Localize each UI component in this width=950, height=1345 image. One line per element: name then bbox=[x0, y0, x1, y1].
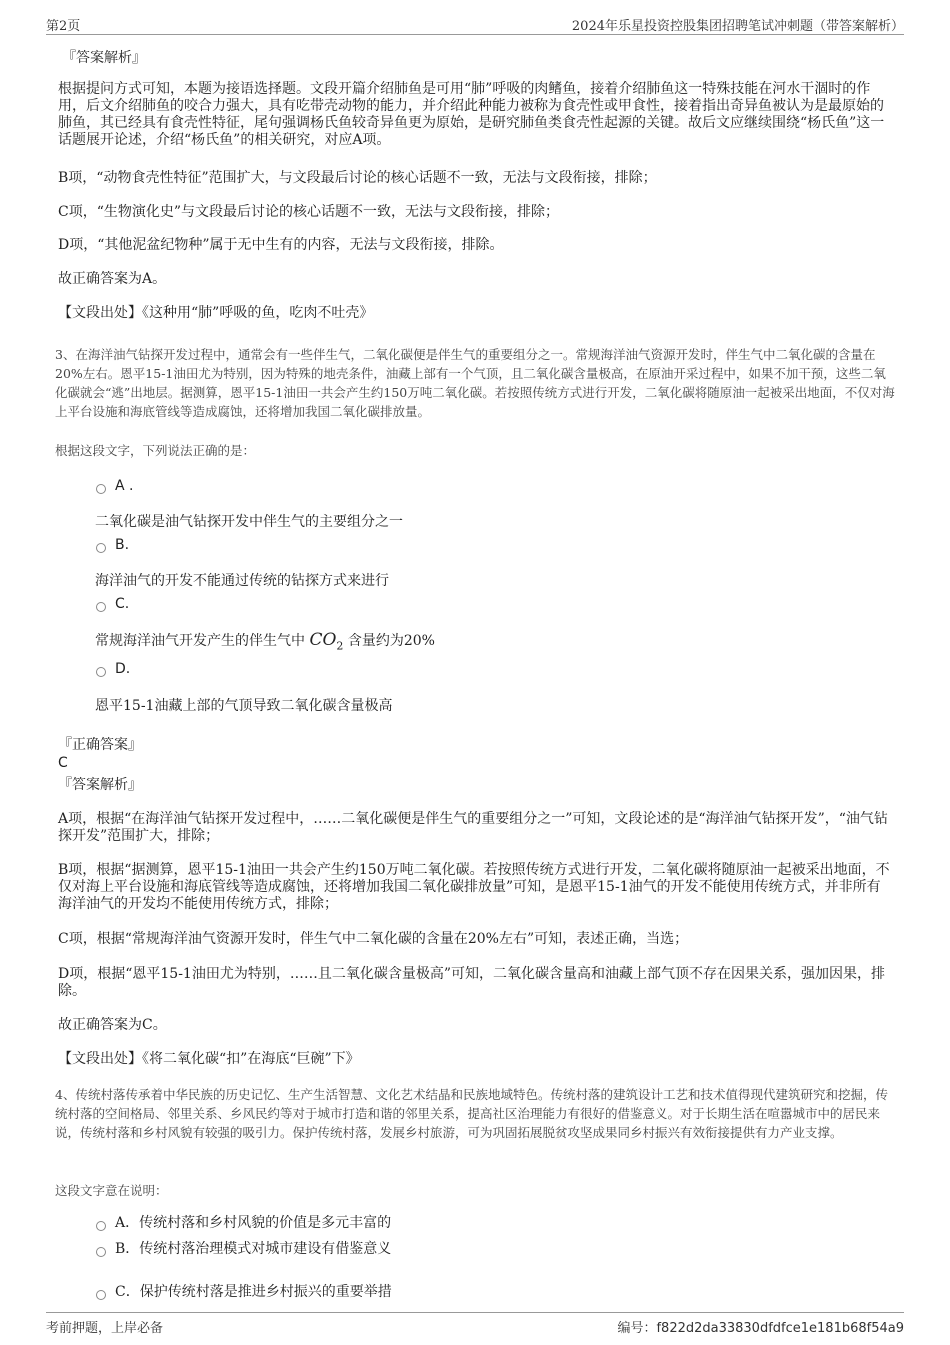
q3-analysis-c: C项，根据“常规海洋油气资源开发时，伴生气中二氧化碳的含量在20%左右”可知，表述正确，当选； bbox=[58, 931, 689, 947]
page-footer bbox=[46, 1312, 904, 1335]
radio-button[interactable] bbox=[96, 1290, 106, 1300]
option-text: 海洋油气的开发不能通过传统的钻探方式来进行 bbox=[95, 573, 389, 589]
option-letter: D. bbox=[115, 661, 131, 677]
q3-conclusion: 故正确答案为C。 bbox=[58, 1017, 167, 1033]
q3-analysis-a: A项，根据“在海洋油气钻探开发过程中，……二氧化碳便是伴生气的重要组分之一”可知，文段论述的是“海洋油气钻探开发”，“油气钻探开发”范围扩大，排除； bbox=[58, 811, 888, 844]
page-header bbox=[46, 12, 904, 35]
option-text-after: 含量约为20% bbox=[347, 633, 435, 649]
option-text: C．保护传统村落是推进乡村振兴的重要举措 bbox=[115, 1284, 392, 1300]
document-title: 2024年乐星投资控股集团招聘笔试冲刺题（带答案解析） bbox=[571, 19, 904, 34]
option-text: 二氧化碳是油气钻探开发中伴生气的主要组分之一 bbox=[95, 514, 403, 530]
option-letter: B. bbox=[115, 537, 130, 553]
q3-correct-value: C bbox=[58, 755, 68, 771]
q3-prompt: 根据这段文字，下列说法正确的是： bbox=[55, 443, 256, 458]
q2-source: 【文段出处】《这种用“肺”呼吸的鱼，吃肉不吐壳》 bbox=[58, 305, 374, 321]
option-text: A．传统村落和乡村风貌的价值是多元丰富的 bbox=[115, 1215, 392, 1231]
option-letter: C. bbox=[115, 596, 130, 612]
option-text: B．传统村落治理模式对城市建设有借鉴意义 bbox=[115, 1241, 392, 1257]
radio-button[interactable] bbox=[96, 543, 106, 553]
option-text bbox=[95, 632, 435, 654]
footer-slogan: 考前押题，上岸必备 bbox=[46, 1321, 164, 1336]
q2-analysis-b: B项，“动物食壳性特征”范围扩大，与文段最后讨论的核心话题不一致，无法与文段衔接，排除； bbox=[58, 170, 657, 186]
radio-button[interactable] bbox=[96, 667, 106, 677]
q3-source: 【文段出处】《将二氧化碳“扣”在海底“巨碗”下》 bbox=[58, 1051, 360, 1067]
radio-button[interactable] bbox=[96, 602, 106, 612]
q2-analysis-c: C项，“生物演化史”与文段最后讨论的核心话题不一致，无法与文段衔接，排除； bbox=[58, 204, 560, 220]
q2-analysis-main: 根据提问方式可知，本题为接语选择题。文段开篇介绍肺鱼是可用“肺”呼吸的肉鳍鱼，接着介绍肺鱼这一特殊技能在河水干涸时的作用，后文介绍肺鱼的咬合力强大，具有吃带壳动物的能力，并介绍此种能力被称为食壳性或甲食性，接着指出奇异鱼被认为是最原始的肺鱼，其已经具有食壳性特征，尾句强调杨氏鱼较奇异鱼更为原始，是研究肺鱼类食壳性起源的关键。故后文应继续围绕“杨氏鱼”这一话题展开论述，介绍“杨氏鱼”的相关研究，对应A项。 bbox=[58, 81, 885, 148]
radio-button[interactable] bbox=[96, 1221, 106, 1231]
q2-conclusion: 故正确答案为A。 bbox=[58, 271, 167, 287]
option-letter: A . bbox=[115, 478, 134, 494]
q2-analysis-label: 『答案解析』 bbox=[62, 50, 146, 66]
radio-button[interactable] bbox=[96, 1247, 106, 1257]
q4-prompt: 这段文字意在说明： bbox=[55, 1183, 168, 1198]
q3-analysis-label: 『答案解析』 bbox=[58, 777, 142, 793]
co2-formula bbox=[309, 630, 344, 653]
q3-correct-label: 『正确答案』 bbox=[58, 737, 142, 753]
formula-main: CO bbox=[309, 630, 337, 650]
option-text: 恩平15-1油藏上部的气顶导致二氧化碳含量极高 bbox=[95, 698, 393, 714]
document-code: 编号：f822d2da33830dfdfce1e181b68f54a9 bbox=[617, 1321, 904, 1336]
q3-analysis-d: D项，根据“恩平15-1油田尤为特别，……且二氧化碳含量极高”可知，二氧化碳含量高和油藏上部气顶不存在因果关系，强加因果，排除。 bbox=[58, 966, 885, 999]
q2-analysis-d: D项，“其他泥盆纪物种”属于无中生有的内容，无法与文段衔接，排除。 bbox=[58, 237, 504, 253]
option-text-before: 常规海洋油气开发产生的伴生气中 bbox=[95, 633, 305, 649]
page-number: 第2页 bbox=[46, 19, 81, 34]
q3-analysis-b: B项，根据“据测算，恩平15-1油田一共会产生约150万吨二氧化碳。若按照传统方式进行开发，二氧化碳将随原油一起被采出地面，不仅对海上平台设施和海底管线等造成腐蚀，还将增加我国二氧化碳排放量”可知，是恩平15-1油气的开发不能使用传统方式，并非所有海洋油气的开发均不能使用传统方式，排除； bbox=[58, 862, 890, 912]
q4-stem: 4、传统村落传承着中华民族的历史记忆、生产生活智慧、文化艺术结晶和民族地域特色。传统村落的建筑设计工艺和技术值得现代建筑研究和挖掘，传统村落的空间格局、邻里关系、乡风民约等对于城市打造和谐的邻里关系，提高社区治理能力有很好的借鉴意义。对于长期生活在喧嚣城市中的居民来说，传统村落和乡村风貌有较强的吸引力。保护传统村落，发展乡村旅游，可为巩固拓展脱贫攻坚成果同乡村振兴有效衔接提供有力产业支撑。 bbox=[55, 1087, 888, 1140]
formula-subscript: 2 bbox=[336, 639, 344, 653]
q3-stem: 3、在海洋油气钻探开发过程中，通常会有一些伴生气，二氧化碳便是伴生气的重要组分之一。常规海洋油气资源开发时，伴生气中二氧化碳的含量在20%左右。恩平15-1油田尤为特别，因为特殊的地壳条件，油藏上部有一个气顶，且二氧化碳含量极高，在原油开采过程中，如果不加干预，这些二氧化碳就会“逃”出地层。据测算，恩平15-1油田一共会产生约150万吨二氧化碳。若按照传统方式进行开发，二氧化碳将随原油一起被采出地面，不仅对海上平台设施和海底管线等造成腐蚀，还将增加我国二氧化碳排放量。 bbox=[55, 347, 895, 419]
radio-button[interactable] bbox=[96, 484, 106, 494]
